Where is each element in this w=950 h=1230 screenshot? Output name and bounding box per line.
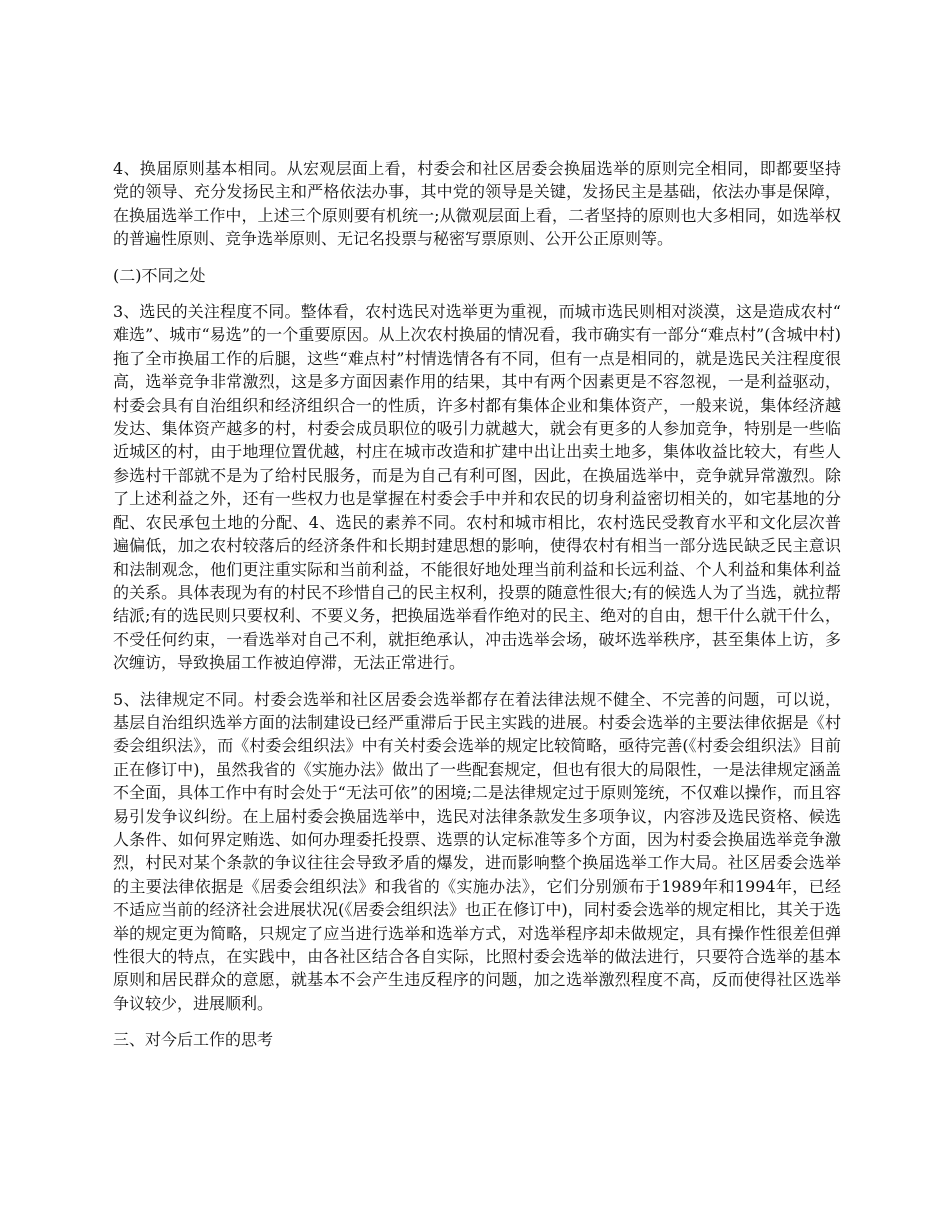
paragraph-principles-same: 4、换届原则基本相同。从宏观层面上看，村委会和社区居委会换届选举的原则完全相同，即都要坚持党的领导、充分发扬民主和严格依法办事，其中党的领导是关键，发扬民主是基础，依法办事是保障，在换届选举工作中，上述三个原则要有机统一;从微观层面上看，二者坚持的原则也大多相同，如选举权的普遍性原则、竞争选举原则、无记名投票与秘密写票原则、公开公正原则等。: [113, 159, 841, 249]
document-body: [113, 157, 841, 1065]
paragraph-legal-provisions: 5、法律规定不同。村委会选举和社区居委会选举都存在着法律法规不健全、不完善的问题，可以说，基层自治组织选举方面的法制建设已经严重滞后于民主实践的进展。村委会选举的主要法律依据是《村委会组织法》，而《村委会组织法》中有关村委会选举的规定比较简略，亟待完善(《村委会组织法》目前正在修订中)，虽然我省的《实施办法》做出了一些配套规定，但也有很大的局限性，一是法律规定涵盖不全面，具体工作中有时会处于“无法可依”的困境;二是法律规定过于原则笼统，不仅难以操作，而且容易引发争议纠纷。在上届村委会换届选举中，选民对法律条款发生多项争议，内容涉及选民资格、候选人条件、如何界定贿选、如何办理委托投票、选票的认定标准等多个方面，因为村委会换届选举竞争激烈，村民对某个条款的争议往往会导致矛盾的爆发，进而影响整个换届选举工作大局。社区居委会选举的主要法律依据是《居委会组织法》和我省的《实施办法》，它们分别颁布于1989年和1994年，已经不适应当前的经济社会进展状况(《居委会组织法》也正在修订中)，同村委会选举的规定相比，其关于选举的规定更为简略，只规定了应当进行选举和选举方式，对选举程序却未做规定，具有操作性很差但弹性很大的特点，在实践中，由各社区结合各自实际，比照村委会选举的做法进行，只要符合选举的基本原则和居民群众的意愿，就基本不会产生违反程序的问题，加之选举激烈程度不高，反而使得社区选举争议较少，进展顺利。: [113, 689, 841, 1013]
section-heading-future-work: 三、对今后工作的思考: [113, 1030, 274, 1050]
paragraph-voter-attention: 3、选民的关注程度不同。整体看，农村选民对选举更为重视，而城市选民则相对淡漠，这是造成农村“难选”、城市“易选”的一个重要原因。从上次农村换届的情况看，我市确实有一部分“难点村”(含城中村)拖了全市换届工作的后腿，这些“难点村”村情选情各有不同，但有一点是相同的，就是选民关注程度很高，选举竞争非常激烈，这是多方面因素作用的结果，其中有两个因素更是不容忽视，一是利益驱动，村委会具有自治组织和经济组织合一的性质，许多村都有集体企业和集体资产，一般来说，集体经济越发达、集体资产越多的村，村委会成员职位的吸引力就越大，就会有更多的人参加竞争，特别是一些临近城区的村，由于地理位置优越，村庄在城市改造和扩建中出让出卖土地多，集体收益比较大，有些人参选村干部就不是为了给村民服务，而是为自己有利可图，因此，在换届选举中，竞争就异常激烈。除了上述利益之外，还有一些权力也是掌握在村委会手中并和农民的切身利益密切相关的，如宅基地的分配、农民承包土地的分配、4、选民的素养不同。农村和城市相比，农村选民受教育水平和文化层次普遍偏低，加之农村较落后的经济条件和长期封建思想的影响，使得农村有相当一部分选民缺乏民主意识和法制观念，他们更注重实际和当前利益，不能很好地处理当前利益和长远利益、个人利益和集体利益的关系。具体表现为有的村民不珍惜自己的民主权利，投票的随意性很大;有的候选人为了当选，就拉帮结派;有的选民则只要权利、不要义务，把换届选举看作绝对的民主、绝对的自由，想干什么就干什么，不受任何约束，一看选举对自己不利，就拒绝承认，冲击选举会场，破坏选举秩序，甚至集体上访，多次缠访，导致换届工作被迫停滞，无法正常进行。: [113, 302, 841, 673]
section-heading-differences: (二)不同之处: [113, 265, 206, 285]
